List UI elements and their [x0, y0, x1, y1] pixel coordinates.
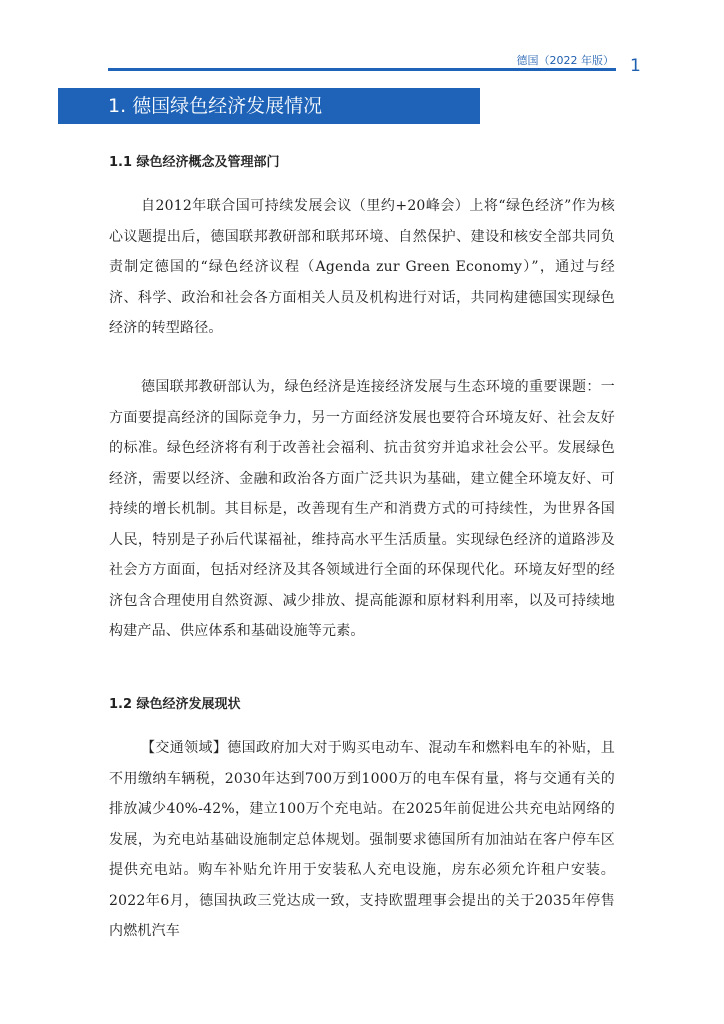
- section-heading-1-2: 1.2 绿色经济发展现状: [109, 697, 241, 712]
- paragraph-1-1-a: 自2012年联合国可持续发展会议（里约+20峰会）上将“绿色经济”作为核心议题提出后，德国联邦教研部和联邦环境、自然保护、建设和核安全部共同负责制定德国的“绿色经济议程（Agenda zur Green Economy）”，通过与经济、科学、政治和社会各方面相关人员及机构进行对话，共同构建德国实现绿色经济的转型路径。: [109, 198, 615, 336]
- header-rule: [108, 68, 616, 71]
- section-heading-1-1: 1.1 绿色经济概念及管理部门: [109, 155, 280, 170]
- running-header: 德国（2022 年版）: [516, 54, 614, 67]
- page-number: 1: [630, 56, 641, 76]
- paragraph-1-1-b: 德国联邦教研部认为，绿色经济是连接经济发展与生态环境的重要课题：一方面要提高经济的国际竞争力，另一方面经济发展也要符合环境友好、社会友好的标准。绿色经济将有利于改善社会福利、抗击贫穷并追求社会公平。发展绿色经济，需要以经济、金融和政治各方面广泛共识为基础，建立健全环境友好、可持续的增长机制。其目标是，改善现有生产和消费方式的可持续性，为世界各国人民，特别是子孙后代谋福祉，维持高水平生活质量。实现绿色经济的道路涉及社会方方面面，包括对经济及其各领域进行全面的环保现代化。环境友好型的经济包含合理使用自然资源、减少排放、提高能源和原材料利用率，以及可持续地构建产品、供应体系和基础设施等元素。: [109, 379, 615, 639]
- chapter-title: 1. 德国绿色经济发展情况: [58, 88, 480, 124]
- paragraph-1-2-a: 【交通领域】德国政府加大对于购买电动车、混动车和燃料电车的补贴，且不用缴纳车辆税，2030年达到700万到1000万的电车保有量，将与交通有关的排放减少40%-42%，建立100万个充电站。在2025年前促进公共充电站网络的发展，为充电站基础设施制定总体规划。强制要求德国所有加油站在客户停车区提供充电站。购车补贴允许用于安装私人充电设施，房东必须允许租户安装。2022年6月，德国执政三党达成一致，支持欧盟理事会提出的关于2035年停售内燃机汽车: [109, 740, 615, 939]
